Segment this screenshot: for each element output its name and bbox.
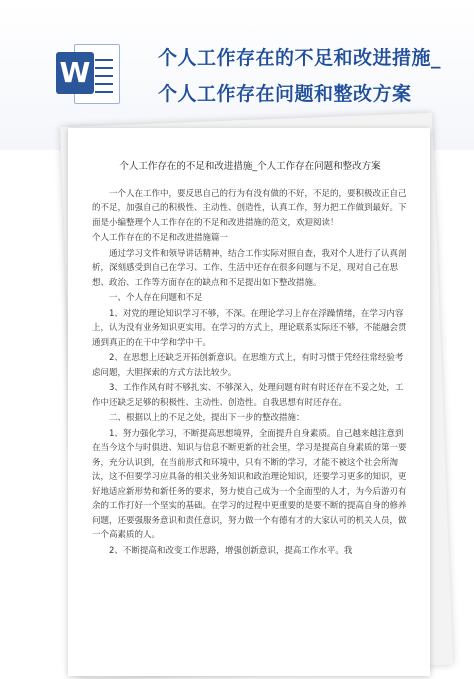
banner-title: 个人工作存在的不足和改进措施_个人工作存在问题和整改方案	[158, 47, 442, 105]
document-paragraph: 通过学习文件和领导讲话精神，结合工作实际对照自查，我对个人进行了认真剖析，深刻感受到自己在学习、工作、生活中还存在很多问题与不足，现对自己在思想、政治、工作等方面存在的缺点和不足提出如下整改措施。	[92, 248, 407, 288]
document-paragraph: 一个人在工作中，要反思自己的行为有没有做的不好，不足的，要积极改正自己的不足，加强自己的积极性、主动性、创造性，认真工作，努力把工作做到最好。下面是小编整理个人工作存在的不足和改进措施的范文，欢迎阅读！	[92, 188, 407, 228]
document-paragraph: 1、对党的理论知识学习不够，不深。在理论学习上存在浮躁情绪，在学习内容上，认为没有业务知识更实用。在学习的方式上，理论联系实际还不够，不能融会贯通到真正的在干中学和学中干。	[92, 308, 407, 348]
word-icon-badge: W	[56, 52, 94, 94]
word-icon	[56, 40, 120, 108]
document-paragraph: 1、努力强化学习，不断提高思想境界，全面提升自身素质。自己越来越注意到在当今这个与时俱进、知识与信息不断更新的社会里，学习是提高自身素质的第一要务，充分认识到，在当前形式和环境中，只有不断的学习，才能不被这个社会所淘汰，这不但要学习应具备的相关业务知识和政治理论知识，还要学习更多的知识，更好地适应新形势和新任务的要求，努力使自己成为一个全面型的人才，为今后游刃有余的工作打好一个坚实的基础。在学习的过程中更重要的是要不断的提高自身的修养问题，还要强服务意识和责任意识，努力做一个有德有才的大家认可的机关人员，做一个高素质的人。	[92, 428, 407, 540]
document-subheading: 个人工作存在的不足和改进措施篇一	[92, 233, 229, 243]
document-paragraph: 2、不断提高和改变工作思路，增强创新意识，提高工作水平。我	[109, 545, 353, 556]
document-paragraph: 2、在思想上还缺乏开拓创新意识。在思维方式上，有时习惯于凭经往常经验考虑问题，大胆探索的方式方法比较少。	[92, 353, 404, 378]
document-paragraph: 3、工作作风有时不够扎实、不够深入，处理问题有时有时还存在不妥之处，工作中还缺乏足够的积极性、主动性、创造性。自我思想有时还存在。	[92, 383, 404, 408]
document-section-heading: 一、个人存在问题和不足	[109, 293, 203, 303]
document-section-heading: 二、根据以上的不足之处，提出下一步的整改措施：	[109, 413, 305, 423]
document-title: 个人工作存在的不足和改进措施_个人工作存在问题和整改方案	[119, 161, 381, 172]
document-page	[68, 128, 430, 676]
document-content	[92, 160, 408, 559]
